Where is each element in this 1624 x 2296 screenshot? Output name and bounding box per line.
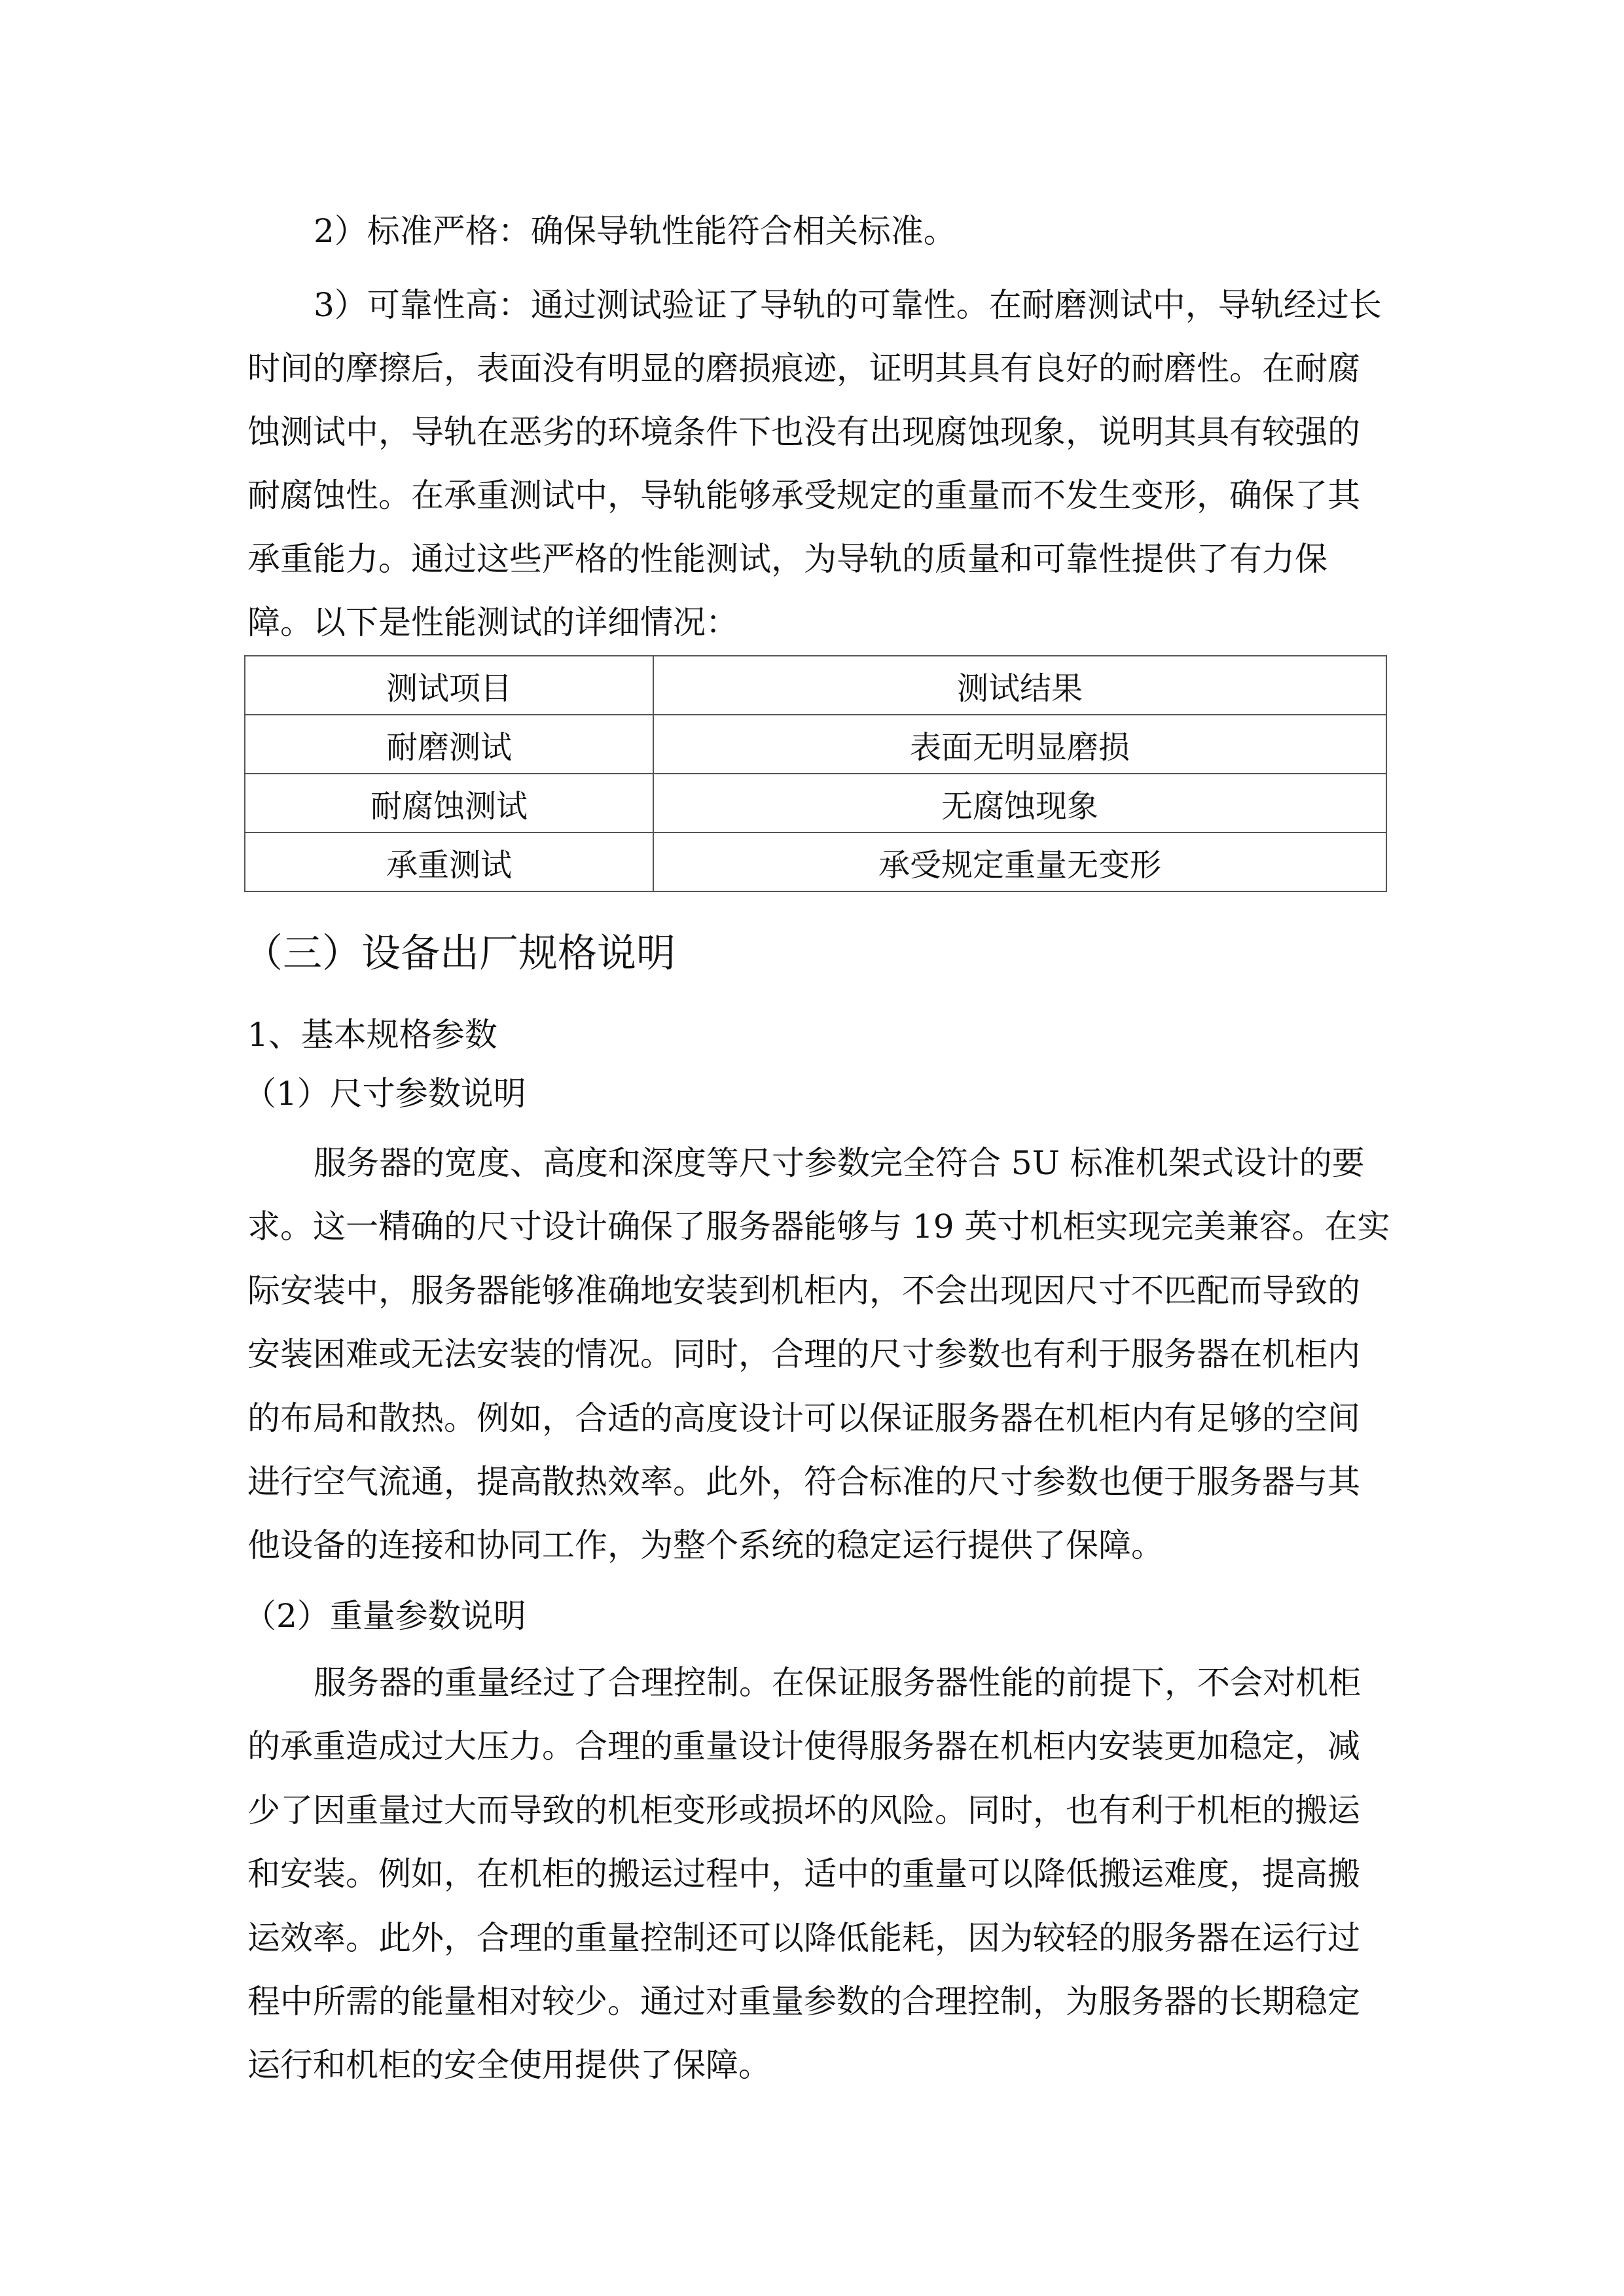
subheading-dimensions: （1）尺寸参数说明 [244,1075,526,1113]
text-line: 障。以下是性能测试的详细情况： [247,603,738,641]
text-line: 他设备的连接和协同工作，为整个系统的稳定运行提供了保障。 [247,1526,1164,1565]
text-line: 蚀测试中，导轨在恶劣的环境条件下也没有出现腐蚀现象，说明其具有较强的 [247,413,1360,451]
text-line: 时间的摩擦后，表面没有明显的磨损痕迹，证明其具有良好的耐磨性。在耐腐 [247,350,1360,387]
text-line: 求。这一精确的尺寸设计确保了服务器能够与 19 英寸机柜实现完美兼容。在实 [247,1208,1390,1246]
text-line: 服务器的宽度、高度和深度等尺寸参数完全符合 5U 标准机架式设计的要 [314,1144,1365,1182]
performance-test-table [244,655,1387,892]
table-row [245,833,1386,891]
table-cell: 耐腐蚀测试 [245,774,653,833]
text-line: 耐腐蚀性。在承重测试中，导轨能够承受规定的重量而不发生变形，确保了其 [247,476,1360,514]
table-cell: 承受规定重量无变形 [653,833,1386,891]
table-cell: 表面无明显磨损 [653,715,1386,774]
text-line: 运效率。此外，合理的重量控制还可以降低能耗，因为较轻的服务器在运行过 [247,1918,1360,1957]
text-line: 和安装。例如，在机柜的搬运过程中，适中的重量可以降低搬运难度，提高搬 [247,1855,1360,1893]
list-item-standard: 2）标准严格：确保导轨性能符合相关标准。 [314,212,956,250]
text-line: 的布局和散热。例如，合适的高度设计可以保证服务器在机柜内有足够的空间 [247,1399,1360,1437]
text-line: 3）可靠性高：通过测试验证了导轨的可靠性。在耐磨测试中，导轨经过长 [314,286,1382,324]
subheading-weight: （2）重量参数说明 [244,1597,526,1635]
table-cell: 耐磨测试 [245,715,653,774]
table-row [245,774,1386,833]
text-line: 服务器的重量经过了合理控制。在保证服务器性能的前提下，不会对机柜 [314,1664,1361,1702]
text-line: 承重能力。通过这些严格的性能测试，为导轨的质量和可靠性提供了有力保 [247,540,1327,578]
section-heading: （三）设备出厂规格说明 [244,931,676,977]
text-line: 安装困难或无法安装的情况。同时，合理的尺寸参数也有利于服务器在机柜内 [247,1335,1360,1374]
table-header-cell: 测试项目 [245,656,653,715]
text-line: 的承重造成过大压力。合理的重量设计使得服务器在机柜内安装更加稳定，减 [247,1727,1360,1766]
table-header-cell: 测试结果 [653,656,1386,715]
text-line: 运行和机柜的安全使用提供了保障。 [247,2046,771,2085]
text-line: 际安装中，服务器能够准确地安装到机柜内，不会出现因尺寸不匹配而导致的 [247,1271,1360,1310]
table-row [245,715,1386,774]
text-line: 程中所需的能量相对较少。通过对重量参数的合理控制，为服务器的长期稳定 [247,1982,1360,2020]
table-cell: 承重测试 [245,833,653,891]
table-header-row [245,656,1386,715]
table-cell: 无腐蚀现象 [653,774,1386,833]
text-line: 进行空气流通，提高散热效率。此外，符合标准的尺寸参数也便于服务器与其 [247,1463,1360,1501]
subheading-basic-specs: 1、基本规格参数 [247,1016,497,1054]
text-line: 少了因重量过大而导致的机柜变形或损坏的风险。同时，也有利于机柜的搬运 [247,1791,1360,1829]
